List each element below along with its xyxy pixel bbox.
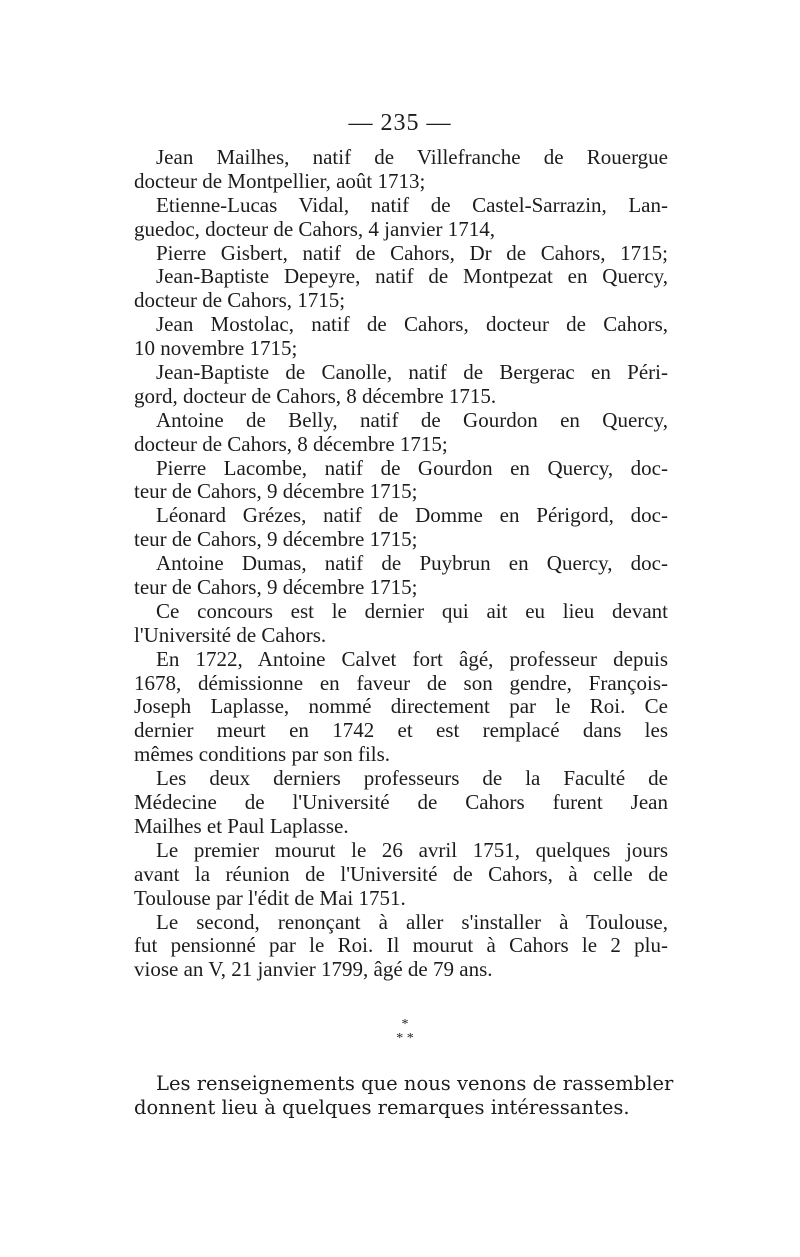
text-line: guedoc, docteur de Cahors, 4 janvier 1714, — [134, 216, 495, 241]
text-line: Toulouse par l'édit de Mai 1751. — [134, 885, 406, 910]
text-line: Ce concours est le dernier qui ait eu lieu devant — [156, 598, 668, 623]
text-line: 10 novembre 1715; — [134, 336, 298, 361]
text-line: avant la réunion de l'Université de Cahors, à celle de — [134, 861, 668, 886]
text-line: docteur de Montpellier, août 1713; — [134, 168, 426, 193]
text-line: Le second, renonçant à aller s'installer à Toulouse, — [156, 909, 668, 934]
text-line: 1678, démissionne en faveur de son gendre, François- — [134, 670, 668, 695]
text-line: Jean-Baptiste de Canolle, natif de Bergerac en Péri- — [156, 360, 668, 385]
text-line: Médecine de l'Université de Cahors furent Jean — [134, 790, 668, 815]
page-number: — 235 — — [348, 110, 452, 136]
text-line: gord, docteur de Cahors, 8 décembre 1715. — [134, 383, 497, 408]
text-line: teur de Cahors, 9 décembre 1715; — [134, 479, 418, 504]
text-line: Etienne-Lucas Vidal, natif de Castel-Sarrazin, Lan- — [156, 192, 668, 217]
body-text — [134, 146, 668, 982]
text-line: viose an V, 21 janvier 1799, âgé de 79 ans. — [134, 957, 493, 982]
text-line: Joseph Laplasse, nommé directement par le Roi. Ce — [134, 694, 668, 719]
asterism-separator — [380, 1018, 430, 1046]
text-line: Jean Mailhes, natif de Villefranche de Rouergue — [156, 145, 668, 169]
asterism-bottom: * * — [396, 1031, 414, 1046]
text-line: mêmes conditions par son fils. — [134, 742, 391, 767]
text-line: teur de Cahors, 9 décembre 1715; — [134, 575, 418, 600]
text-line: Antoine Dumas, natif de Puybrun en Quercy, doc- — [156, 551, 668, 576]
text-line: Léonard Grézes, natif de Domme en Périgord, doc- — [156, 503, 668, 528]
text-line: Jean-Baptiste Depeyre, natif de Montpezat en Quercy, — [156, 264, 668, 289]
closing-paragraph — [134, 1072, 674, 1120]
asterism-top: * — [401, 1017, 409, 1032]
text-line: l'Université de Cahors. — [134, 622, 327, 647]
text-line: Le premier mourut le 26 avril 1751, quelques jours — [156, 837, 668, 862]
text-line: Pierre Lacombe, natif de Gourdon en Quercy, doc- — [156, 455, 668, 480]
text-line: dernier meurt en 1742 et est remplacé dans les — [134, 718, 668, 743]
text-line: teur de Cahors, 9 décembre 1715; — [134, 527, 418, 552]
text-line: Les renseignements que nous venons de rassembler — [156, 1072, 674, 1095]
text-line: donnent lieu à quelques remarques intéressantes. — [134, 1095, 630, 1119]
text-line: docteur de Cahors, 1715; — [134, 288, 346, 313]
text-line: Antoine de Belly, natif de Gourdon en Quercy, — [156, 407, 668, 432]
text-line: docteur de Cahors, 8 décembre 1715; — [134, 431, 448, 456]
text-line: fut pensionné par le Roi. Il mourut à Cahors le 2 plu- — [134, 933, 668, 958]
text-line: Les deux derniers professeurs de la Faculté de — [156, 766, 668, 791]
text-line: Mailhes et Paul Laplasse. — [134, 813, 349, 838]
text-line: Pierre Gisbert, natif de Cahors, Dr de Cahors, 1715; — [156, 240, 668, 265]
text-line: Jean Mostolac, natif de Cahors, docteur de Cahors, — [156, 312, 668, 337]
text-line: En 1722, Antoine Calvet fort âgé, professeur depuis — [156, 646, 668, 671]
